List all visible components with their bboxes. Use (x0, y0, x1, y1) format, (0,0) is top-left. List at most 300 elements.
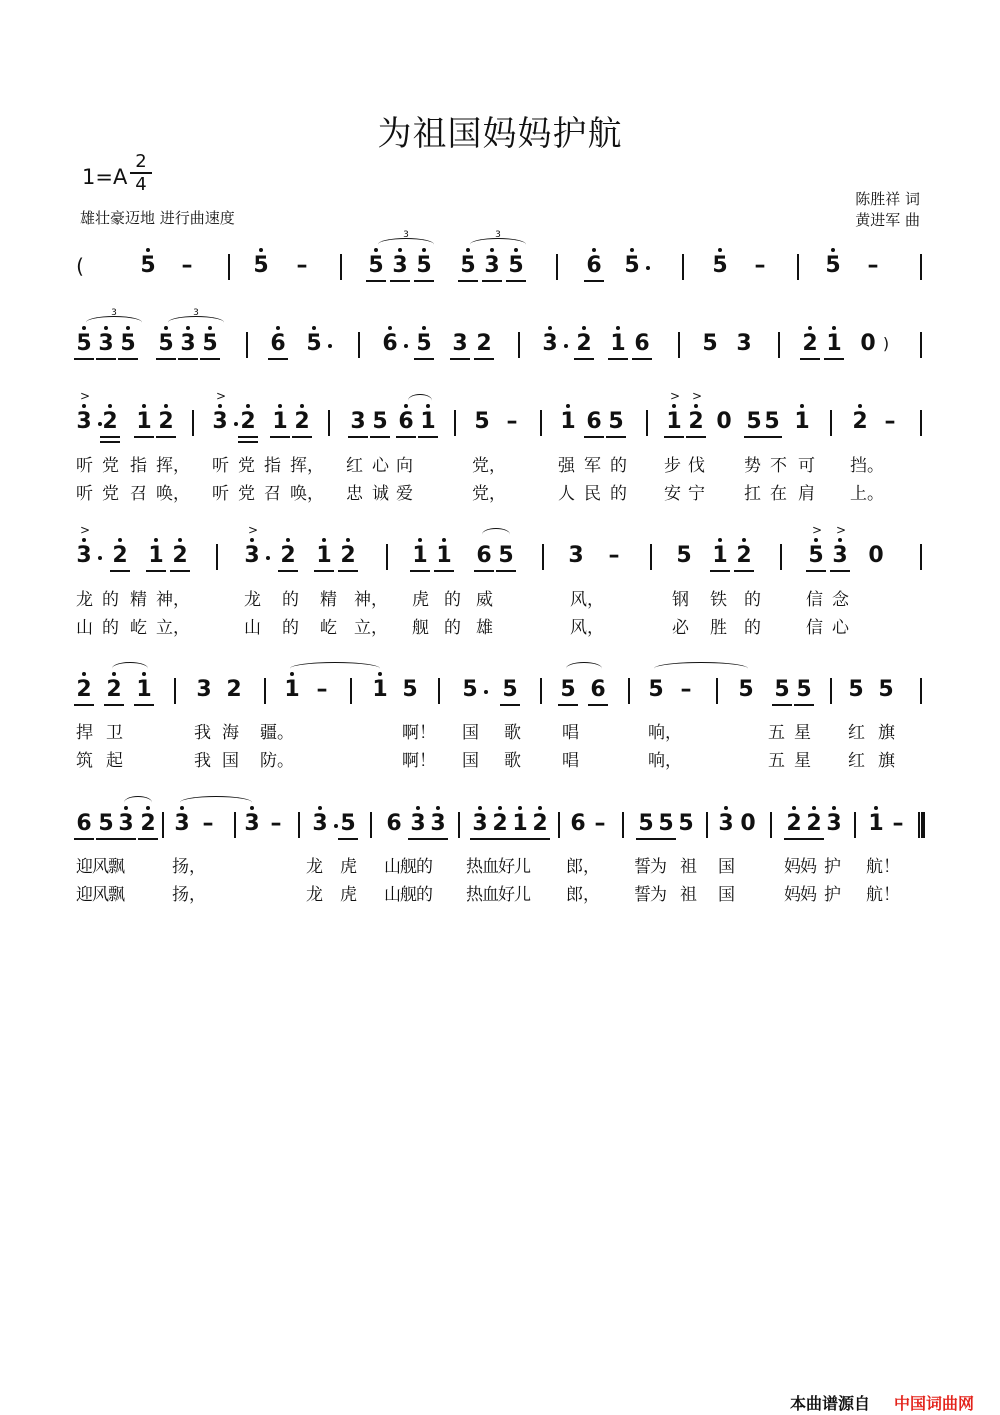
note-6: 6 (634, 331, 650, 356)
lyric-syllable: 召 (130, 484, 147, 504)
triplet-number: 3 (111, 308, 117, 318)
barline (438, 678, 440, 704)
accent-mark: > (79, 389, 91, 403)
underline-eighth (588, 704, 608, 706)
barline (518, 332, 520, 358)
underline-eighth (506, 280, 526, 282)
note-3: 3 (76, 543, 92, 568)
note-5: 5 (638, 811, 654, 836)
note-5: 5 (368, 253, 384, 278)
barline (646, 410, 648, 436)
barline (830, 678, 832, 704)
lyric-syllable: 挡。 (850, 456, 884, 476)
augmentation-dot (484, 690, 488, 694)
note-5: 5 (608, 409, 624, 434)
lyric-syllable: 心 (372, 456, 389, 476)
lyric-syllable: 铁 (710, 590, 727, 610)
note-2: 2 (280, 543, 296, 568)
note-3: 3 (472, 811, 488, 836)
tempo-marking: 雄壮豪迈地 进行曲速度 (80, 209, 235, 227)
note-5: 5 (808, 543, 824, 568)
lyric-syllable: 歌 (504, 723, 521, 743)
high-octave-dot (154, 538, 158, 542)
final-barline (918, 812, 925, 838)
lyric-syllable: 人 (558, 484, 575, 504)
lyric-syllable: 的 (282, 618, 299, 638)
underline-eighth (584, 436, 604, 438)
lyric-syllable: 诚 (372, 484, 389, 504)
lyric-syllable: 信 (806, 590, 823, 610)
barline (716, 678, 718, 704)
lyric-syllable: 雄 (476, 618, 493, 638)
barline (780, 544, 782, 570)
lyric-syllable: 筑 (76, 751, 93, 771)
note-6: 6 (586, 409, 602, 434)
note-1: 1 (794, 409, 810, 434)
high-octave-dot (582, 326, 586, 330)
high-octave-dot (108, 404, 112, 408)
augmentation-dot (564, 344, 568, 348)
lyric-syllable: 我 (194, 751, 211, 771)
lyric-syllable: 热 (466, 857, 483, 877)
high-octave-dot (318, 806, 322, 810)
high-octave-dot (724, 806, 728, 810)
high-octave-dot (518, 806, 522, 810)
augmentation-dot (404, 344, 408, 348)
note-6: 6 (398, 409, 414, 434)
high-octave-dot (312, 326, 316, 330)
note-0: 0 (740, 811, 756, 836)
note-5: 5 (560, 677, 576, 702)
underline-eighth (734, 570, 754, 572)
note-3: 3 (118, 811, 134, 836)
lyric-syllable: 五 (768, 751, 785, 771)
note-2: 2 (112, 543, 128, 568)
high-octave-dot (246, 404, 250, 408)
lyric-syllable: 听 (76, 484, 93, 504)
note-5: 5 (460, 253, 476, 278)
high-octave-dot (82, 672, 86, 676)
underline-sixteenth (238, 441, 258, 443)
dash-sustain: – (270, 811, 282, 836)
lyric-syllable: 神， (156, 590, 190, 610)
underline-eighth (510, 838, 530, 840)
lyric-syllable: 肩 (798, 484, 815, 504)
lyric-syllable: 的 (610, 456, 627, 476)
high-octave-dot (808, 326, 812, 330)
lyrics-line-2-verse-2 (0, 613, 1000, 637)
lyric-syllable: 召 (264, 484, 281, 504)
lyric-syllable: 我 (194, 723, 211, 743)
accent-mark: > (835, 523, 847, 537)
lyric-syllable: 祖 (680, 885, 697, 905)
barline (778, 332, 780, 358)
lyric-syllable: 防。 (260, 751, 294, 771)
lyric-syllable: 海 (222, 723, 239, 743)
lyric-syllable: 好 (498, 885, 515, 905)
slur-arc (112, 662, 148, 675)
note-5: 5 (120, 331, 136, 356)
lyric-syllable: 歌 (504, 751, 521, 771)
note-5: 5 (158, 331, 174, 356)
underline-eighth (636, 838, 656, 840)
high-octave-dot (592, 248, 596, 252)
note-3: 3 (718, 811, 734, 836)
note-3: 3 (244, 811, 260, 836)
underline-eighth (338, 570, 358, 572)
note-2: 2 (806, 811, 822, 836)
lyric-syllable: 红 (848, 723, 865, 743)
note-1: 1 (412, 543, 428, 568)
high-octave-dot (694, 404, 698, 408)
high-octave-dot (218, 404, 222, 408)
slur-arc (124, 796, 152, 809)
barline (358, 332, 360, 358)
underline-eighth (710, 570, 730, 572)
note-1: 1 (560, 409, 576, 434)
lyric-syllable: 宁 (688, 484, 705, 504)
lyric-syllable: 山 (384, 885, 401, 905)
underline-eighth (608, 358, 628, 360)
lyric-syllable: 指 (264, 456, 281, 476)
lyric-syllable: 威 (476, 590, 493, 610)
underline-eighth (146, 570, 166, 572)
note-5: 5 (502, 677, 518, 702)
note-6: 6 (270, 331, 286, 356)
note-5: 5 (658, 811, 674, 836)
note-5: 5 (774, 677, 790, 702)
lyric-syllable: 的 (444, 618, 461, 638)
lyric-syllable: 飘 (108, 857, 125, 877)
slur-arc (290, 662, 380, 675)
note-3: 3 (392, 253, 408, 278)
time-signature (130, 152, 152, 194)
lyric-syllable: 的 (744, 590, 761, 610)
lyric-syllable: 的 (102, 618, 119, 638)
dash-sustain: – (754, 253, 766, 278)
lyric-syllable: 必 (672, 618, 689, 638)
note-6: 6 (570, 811, 586, 836)
lyric-syllable: 立， (354, 618, 388, 638)
composer-credit: 黄进军 曲 (855, 211, 920, 229)
note-5: 5 (202, 331, 218, 356)
note-2: 2 (140, 811, 156, 836)
note-6: 6 (382, 331, 398, 356)
underline-eighth (804, 838, 824, 840)
lyric-syllable: 爱 (396, 484, 413, 504)
dash-sustain: – (884, 409, 896, 434)
high-octave-dot (548, 326, 552, 330)
note-1: 1 (272, 409, 288, 434)
lyric-syllable: 的 (282, 590, 299, 610)
high-octave-dot (416, 806, 420, 810)
lyric-syllable: 为 (650, 857, 667, 877)
high-octave-dot (346, 538, 350, 542)
lyric-syllable: 郎， (566, 857, 600, 877)
high-octave-dot (792, 806, 796, 810)
lyric-syllable: 的 (610, 484, 627, 504)
note-0: 0 (860, 331, 876, 356)
high-octave-dot (831, 248, 835, 252)
underline-eighth (632, 358, 652, 360)
lyric-syllable: 上。 (850, 484, 884, 504)
barline (458, 812, 460, 838)
lyric-syllable: 国 (462, 751, 479, 771)
note-2: 2 (688, 409, 704, 434)
barline (650, 544, 652, 570)
note-1: 1 (512, 811, 528, 836)
triplet-number: 3 (495, 230, 501, 240)
note-3: 3 (212, 409, 228, 434)
note-6: 6 (590, 677, 606, 702)
time-signature-bottom: 4 (135, 173, 147, 195)
high-octave-dot (858, 404, 862, 408)
lyric-syllable: 响， (648, 751, 682, 771)
lyric-syllable: 旗 (878, 723, 895, 743)
site-brand: 中国词曲网 (894, 1394, 975, 1413)
underline-eighth (178, 358, 198, 360)
accent-mark: > (669, 389, 681, 403)
high-octave-dot (164, 404, 168, 408)
lyric-syllable: 妈 (784, 857, 801, 877)
high-octave-dot (718, 538, 722, 542)
barline (770, 812, 772, 838)
augmentation-dot (98, 556, 102, 560)
lyric-syllable: 立， (156, 618, 190, 638)
lyric-syllable: 妈 (800, 885, 817, 905)
underline-eighth (370, 436, 390, 438)
lyric-syllable: 龙 (244, 590, 261, 610)
note-6: 6 (476, 543, 492, 568)
underline-eighth (410, 570, 430, 572)
key-signature: 1=A (82, 165, 128, 189)
note-5: 5 (878, 677, 894, 702)
intro-line-1 (0, 230, 1000, 304)
underline-eighth (170, 570, 190, 572)
lyric-syllable: 红 (346, 456, 363, 476)
note-3: 3 (312, 811, 328, 836)
lyric-syllable: 的 (444, 590, 461, 610)
dash-sustain: – (181, 253, 193, 278)
dash-sustain: – (680, 677, 692, 702)
underline-eighth (664, 436, 684, 438)
barline (370, 812, 372, 838)
lyric-syllable: 听 (76, 456, 93, 476)
underline-eighth (558, 704, 578, 706)
lyric-syllable: 虎 (412, 590, 429, 610)
note-2: 2 (340, 543, 356, 568)
underline-eighth (292, 436, 312, 438)
note-2: 2 (102, 409, 118, 434)
note-3: 3 (542, 331, 558, 356)
lyric-syllable: 疆。 (260, 723, 294, 743)
high-octave-dot (82, 404, 86, 408)
note-5: 5 (372, 409, 388, 434)
high-octave-dot (278, 404, 282, 408)
lyric-syllable: 儿 (514, 857, 531, 877)
dash-sustain: – (892, 811, 904, 836)
underline-eighth (278, 570, 298, 572)
barline (556, 254, 558, 280)
dash-sustain: – (316, 677, 328, 702)
high-octave-dot (630, 248, 634, 252)
high-octave-dot (250, 538, 254, 542)
accent-mark: > (811, 523, 823, 537)
barline (678, 332, 680, 358)
note-1: 1 (136, 677, 152, 702)
high-octave-dot (388, 326, 392, 330)
slur-arc (408, 394, 432, 407)
barline (622, 812, 624, 838)
high-octave-dot (498, 806, 502, 810)
underline-eighth (428, 838, 448, 840)
lyrics-line-3-verse-2 (0, 746, 1000, 770)
high-octave-dot (838, 538, 842, 542)
note-1: 1 (826, 331, 842, 356)
note-2: 2 (476, 331, 492, 356)
note-5: 5 (678, 811, 694, 836)
barline (246, 332, 248, 358)
note-5: 5 (746, 409, 762, 434)
lyric-syllable: 风 (92, 857, 109, 877)
underline-eighth (744, 436, 764, 438)
note-5: 5 (848, 677, 864, 702)
lyric-syllable: 妈 (800, 857, 817, 877)
note-5: 5 (402, 677, 418, 702)
footer-label: 本曲谱源自 (790, 1394, 871, 1413)
underline-eighth (268, 358, 288, 360)
barline (920, 410, 922, 436)
lyric-syllable: 五 (768, 723, 785, 743)
lyric-syllable: 屹 (130, 618, 147, 638)
high-octave-dot (178, 538, 182, 542)
barline (682, 254, 684, 280)
lyric-syllable: 唤， (290, 484, 324, 504)
dash-sustain: – (296, 253, 308, 278)
note-5: 5 (340, 811, 356, 836)
note-5: 5 (676, 543, 692, 568)
lyric-syllable: 起 (106, 751, 123, 771)
underline-eighth (338, 838, 358, 840)
note-5: 5 (416, 253, 432, 278)
lyric-syllable: 迎 (76, 857, 93, 877)
lyric-syllable: 星 (794, 751, 811, 771)
note-2: 2 (786, 811, 802, 836)
lyric-syllable: 精 (320, 590, 337, 610)
barline (920, 332, 922, 358)
lyric-syllable: 指 (130, 456, 147, 476)
barline (328, 410, 330, 436)
high-octave-dot (832, 806, 836, 810)
lyric-syllable: 风， (570, 590, 604, 610)
note-5: 5 (624, 253, 640, 278)
lyric-syllable: 为 (650, 885, 667, 905)
underline-eighth (414, 280, 434, 282)
lyric-syllable: 的 (416, 857, 433, 877)
lyric-syllable: 军 (584, 456, 601, 476)
lyric-syllable: 信 (806, 618, 823, 638)
slur-arc (654, 662, 748, 675)
note-2: 2 (172, 543, 188, 568)
source-footer (790, 1391, 974, 1414)
note-0: 0 (716, 409, 732, 434)
high-octave-dot (812, 806, 816, 810)
note-5: 5 (498, 543, 514, 568)
note-5: 5 (98, 811, 114, 836)
lyric-syllable: 民 (584, 484, 601, 504)
underline-eighth (74, 704, 94, 706)
lyric-syllable: 胜 (710, 618, 727, 638)
dash-sustain: – (608, 543, 620, 568)
underline-eighth (118, 358, 138, 360)
lyric-syllable: 挥， (290, 456, 324, 476)
high-octave-dot (146, 248, 150, 252)
triplet-number: 3 (403, 230, 409, 240)
note-3: 3 (410, 811, 426, 836)
lyric-syllable: 的 (416, 885, 433, 905)
note-1: 1 (610, 331, 626, 356)
high-octave-dot (478, 806, 482, 810)
lyric-syllable: 飘 (108, 885, 125, 905)
note-2: 2 (158, 409, 174, 434)
intro-line-2 (0, 308, 1000, 382)
note-1: 1 (436, 543, 452, 568)
underline-eighth (414, 358, 434, 360)
underline-eighth (824, 358, 844, 360)
underline-eighth (156, 358, 176, 360)
high-octave-dot (718, 248, 722, 252)
note-3: 3 (832, 543, 848, 568)
high-octave-dot (418, 538, 422, 542)
note-1: 1 (868, 811, 884, 836)
barline (628, 678, 630, 704)
note-3: 3 (430, 811, 446, 836)
underline-eighth (396, 436, 416, 438)
barline (162, 812, 164, 838)
lyric-syllable: 挥， (156, 456, 190, 476)
underline-eighth (96, 838, 116, 840)
lyric-syllable: 响， (648, 723, 682, 743)
note-2: 2 (736, 543, 752, 568)
dash-sustain: – (594, 811, 606, 836)
lyric-syllable: 血 (482, 857, 499, 877)
underline-eighth (104, 704, 124, 706)
underline-eighth (418, 436, 438, 438)
lyric-syllable: 风， (570, 618, 604, 638)
high-octave-dot (672, 404, 676, 408)
lyrics-line-4-verse-2 (0, 880, 1000, 904)
underline-eighth (584, 280, 604, 282)
underline-eighth (772, 704, 792, 706)
lyric-syllable: 党， (472, 484, 506, 504)
note-5: 5 (508, 253, 524, 278)
note-5: 5 (462, 677, 478, 702)
underline-eighth (434, 570, 454, 572)
lyrics-line-4-verse-1 (0, 852, 1000, 876)
underline-eighth (74, 358, 94, 360)
underline-eighth (390, 280, 410, 282)
note-2: 2 (226, 677, 242, 702)
open-paren: ( (76, 254, 84, 278)
lyric-syllable: 扬， (172, 885, 206, 905)
high-octave-dot (322, 538, 326, 542)
lyric-syllable: 唱 (562, 751, 579, 771)
barline (386, 544, 388, 570)
underline-eighth (200, 358, 220, 360)
lyric-syllable: 不 (770, 456, 787, 476)
note-5: 5 (474, 409, 490, 434)
high-octave-dot (259, 248, 263, 252)
